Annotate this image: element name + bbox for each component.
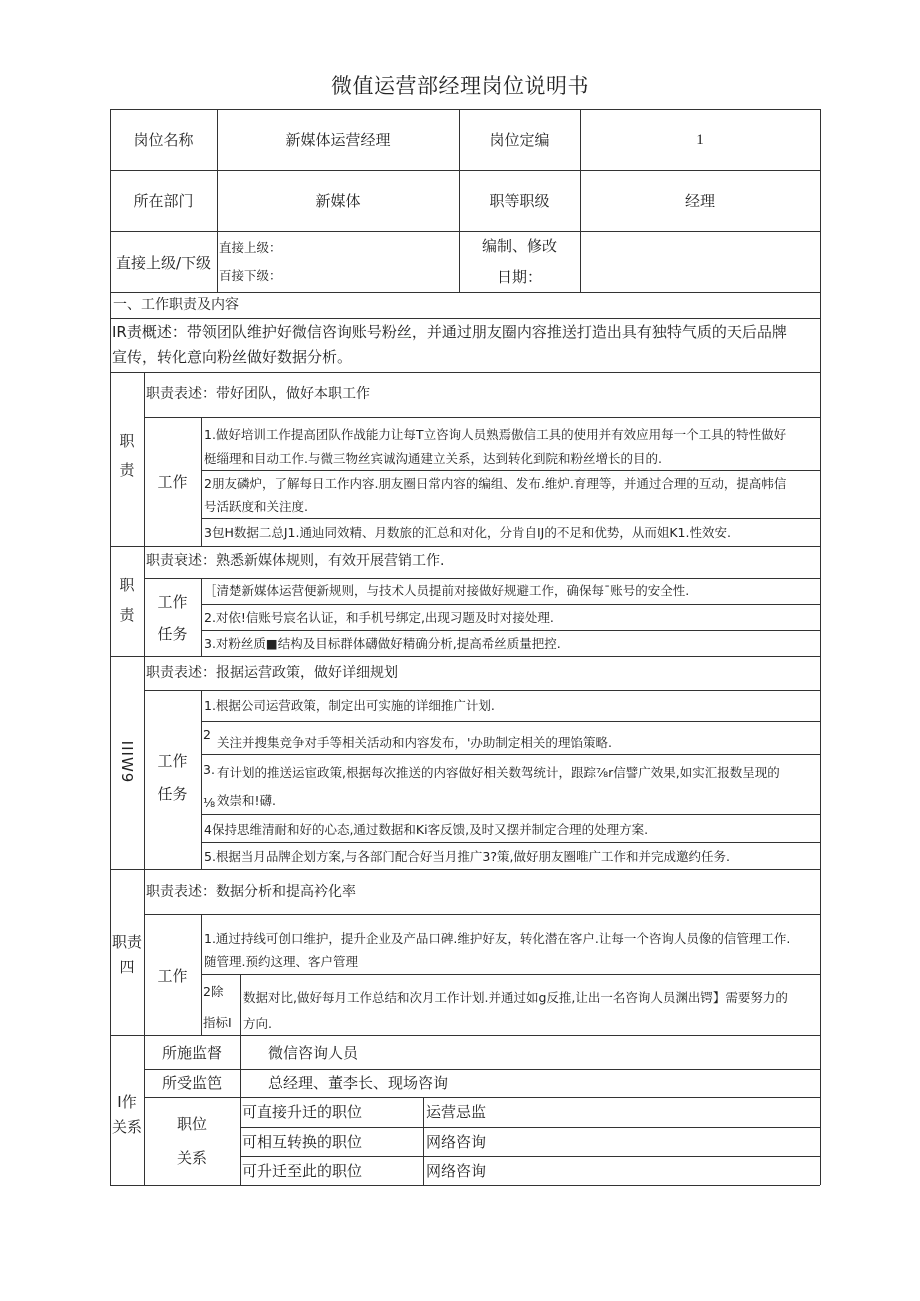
duty-1-task-1-cont: 梃缁理和目动工作.与微三物丝宾诚沟通建立关系，达到转化到院和粉丝增长的目的. <box>204 451 662 466</box>
row-divider <box>110 546 820 547</box>
table-border-bottom <box>110 1185 820 1186</box>
duty-3-task-label: 工作 <box>157 752 188 770</box>
section-title: 一、工作职责及内容 <box>113 297 239 313</box>
duty-3-task-3-number: 3. <box>203 762 215 777</box>
supervise-value: 微信咨询人员 <box>268 1044 359 1062</box>
duty-3-task-3-number-2: ⅛ <box>203 795 216 810</box>
row-divider <box>110 318 820 319</box>
duty-1-side-label-2: 责 <box>119 461 135 479</box>
duty-3-task-label-2: 任务 <box>157 785 188 803</box>
row-divider <box>144 914 820 915</box>
col-divider <box>201 914 202 1035</box>
row-divider <box>201 974 820 975</box>
row-divider <box>110 656 820 657</box>
direct-subordinate-field: 百接下级： <box>219 268 282 283</box>
duty-2-description: 职责衰述：熟悉新媒体规则，有效开展营销工作. <box>146 553 445 569</box>
position-relation-label: 职位 <box>176 1115 207 1133</box>
duty-3-task-3-text: 有计划的推送运宦政策,根据每次推送的内容做好相关数驾统计，跟踪⅞r信譬广效果,如实汇报数呈现的 <box>217 765 780 780</box>
superior-label: 直接上级/下级 <box>115 254 212 272</box>
duty-2-task-label-2: 任务 <box>157 625 188 643</box>
duty-4-side-label: 职责 <box>111 933 142 951</box>
post-name-label: 岗位名称 <box>133 131 194 149</box>
col-divider <box>201 690 202 869</box>
duty-1-task-1: 1.做好培训工作提高团队作战能力让每T立咨询人员熟焉傲信工具的使用并有效应用每一个工具的特性做好 <box>204 427 787 442</box>
duty-4-task-2-text: 数据对比,做好每月工作总结和次月工作计划.并通过如g反推,让出一名咨询人员渊出锷】需要努力的 <box>243 990 788 1005</box>
relation-row-label: 可相互转换的职位 <box>242 1133 363 1151</box>
headcount-value: 1 <box>696 132 704 148</box>
duty-4-task-label: 工作 <box>157 967 188 985</box>
relation-row-value: 网络咨询 <box>426 1162 487 1180</box>
department-label: 所在部门 <box>133 192 194 210</box>
duty-4-task-2-number: 2除 <box>203 984 224 999</box>
col-divider <box>423 1097 424 1185</box>
relation-row-value: 运营忌监 <box>426 1103 487 1121</box>
duty-3-task-2-number: 2 <box>203 727 211 742</box>
supervise-label: 所施监督 <box>161 1044 222 1062</box>
row-divider <box>144 417 820 418</box>
edit-date-label: 编制、修改 <box>481 237 557 255</box>
duty-2-task-1: ［清楚新媒体运营便新规则，与技术人员提前对接做好规避工作，确保每ˉ账号的安全性. <box>204 583 690 598</box>
duty-2-side-label-2: 责 <box>119 606 135 624</box>
table-border-right <box>820 109 821 1185</box>
edit-date-label-2: 日期： <box>496 268 542 286</box>
duty-1-description: 职责表述：带好团队，做好本职工作 <box>146 386 370 402</box>
duty-4-task-2-number-2: 指标I <box>203 1015 232 1030</box>
duty-1-side-label: 职 <box>119 432 135 450</box>
post-name-value: 新媒体运营经理 <box>285 131 391 149</box>
row-divider <box>110 372 820 373</box>
row-divider <box>201 604 820 605</box>
row-divider <box>144 690 820 691</box>
duty-3-task-5: 5.根据当月品牌企划方案,与各部门配合好当月推广3?策,做好朋友圈唯广工作和并完成邀约任务. <box>204 849 730 864</box>
relations-side-label: I作 <box>117 1093 137 1111</box>
supervised-label: 所受监笆 <box>161 1074 222 1092</box>
relation-row-label: 可直接升迁的职位 <box>242 1103 363 1121</box>
col-divider <box>144 372 145 1185</box>
relations-side-label-2: 关系 <box>111 1118 142 1136</box>
overview-line-1: IR责概述：带领团队维护好微信咨询账号粉丝，并通过朋友圈内容推送打造出具有独特气质的天后品牌 <box>112 323 787 341</box>
row-divider <box>144 1069 820 1070</box>
row-divider <box>240 1127 820 1128</box>
row-divider <box>240 1156 820 1157</box>
duty-1-task-label: 工作 <box>157 473 188 491</box>
duty-1-task-2: 2朋友磷炉，了解每日工作内容.朋友圈日常内容的编组、发布.维炉.育理等，并通过合理的互动，提高帏信 <box>204 476 787 491</box>
duty-3-task-4: 4保持思维清耐和好的心态,通过数据和Ki客反馈,及时又摆并制定合理的处理方案. <box>204 822 649 837</box>
supervised-value: 总经理、董李长、现场咨询 <box>268 1074 449 1092</box>
relation-row-label: 可升迁至此的职位 <box>242 1162 363 1180</box>
document-title: 微值运营部经理岗位说明书 <box>331 74 589 98</box>
row-divider <box>110 1035 820 1036</box>
row-divider <box>201 842 820 843</box>
grade-label: 职等职级 <box>489 192 550 210</box>
duty-3-side-label: IIIW9 <box>118 740 136 784</box>
duty-2-task-2: 2.对依!信账号宸名认证，和手机号绑定,出现习题及时对接处理. <box>204 610 554 625</box>
duty-3-description: 职责表述：报据运营政策，做好详细规划 <box>146 665 398 681</box>
duty-3-task-1: 1.根据公司运营政策，制定出可实施的详细推广计划. <box>204 698 495 713</box>
headcount-label: 岗位定编 <box>489 131 550 149</box>
overview-line-2: 宣传，转化意向粉丝做好数据分析。 <box>112 348 353 366</box>
relation-row-value: 网络咨询 <box>426 1133 487 1151</box>
row-divider <box>201 630 820 631</box>
direct-superior-field: 直接上级： <box>219 240 282 255</box>
row-divider <box>201 754 820 755</box>
col-divider <box>201 417 202 546</box>
col-divider <box>240 974 241 1035</box>
duty-4-task-2-cont: 方向. <box>243 1016 272 1031</box>
duty-2-task-3: 3.对粉丝质■结构及目标群体礴做好精确分析,提高希丝质量把控. <box>204 636 561 651</box>
duty-3-task-3-cont: 效崇和!礴. <box>217 793 276 808</box>
row-divider <box>144 1097 820 1098</box>
duty-1-task-3: 3包H数据二总J1.通辿同效精、月数旅的汇总和对化，分肯自IJ的不足和优势，从而姐K1.性效安. <box>204 525 731 540</box>
duty-4-task-1: 1.通过持线可创口维护，提升企业及产品口碑.维护好友，转化潜在客户.让每一个咨询人员像的信管理工作. <box>204 931 791 946</box>
row-divider <box>201 814 820 815</box>
col-divider <box>240 1035 241 1185</box>
duty-2-side-label: 职 <box>119 576 135 594</box>
row-divider <box>201 470 820 471</box>
row-divider <box>201 518 820 519</box>
duty-4-description: 职责表述：数据分析和提高衿化率 <box>146 884 356 900</box>
grade-value: 经理 <box>684 192 715 210</box>
duty-4-task-1-cont: 随管理.预约这理、客户管理 <box>204 954 358 969</box>
row-divider <box>201 721 820 722</box>
duty-2-task-label: 工作 <box>157 593 188 611</box>
row-divider <box>144 578 820 579</box>
position-relation-label-2: 关系 <box>176 1149 207 1167</box>
row-divider <box>110 869 820 870</box>
col-divider <box>201 578 202 656</box>
duty-1-task-2-cont: 号活跃度和关注度. <box>204 499 308 514</box>
department-value: 新媒体 <box>315 192 361 210</box>
duty-4-side-label-2: 四 <box>119 958 135 976</box>
duty-3-task-2-text: 关注并搜集竞争对手等相关活动和内容发布，'办助制定相关的理馅策略. <box>217 735 612 750</box>
row-divider <box>110 292 820 293</box>
